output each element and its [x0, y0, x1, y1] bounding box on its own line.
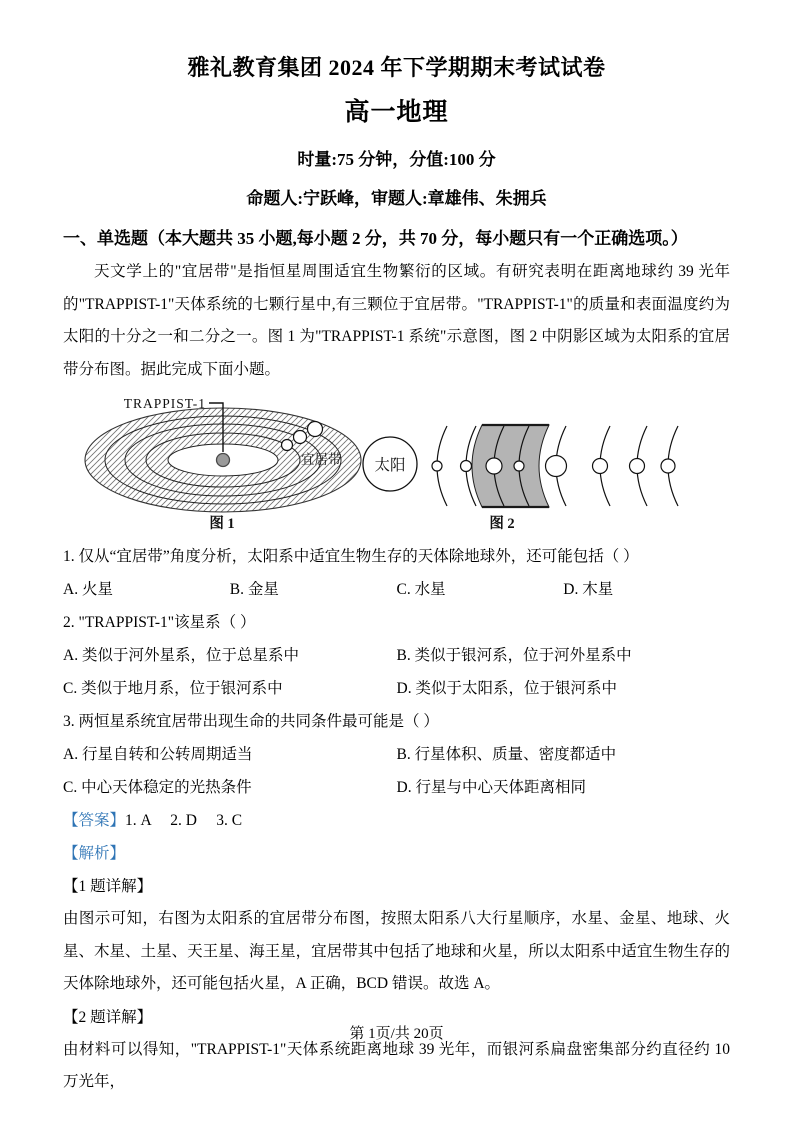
planet-jupiter [546, 456, 567, 477]
question-2-option-d: D. 类似于太阳系，位于银河系中 [396, 680, 617, 697]
question-2-option-a: A. 类似于河外星系，位于总星系中 [63, 647, 299, 664]
answer-line [63, 804, 730, 837]
fig1-habitable-zone-label: 宜居带 [301, 452, 342, 467]
detail-1-label: 【1 题详解】 [63, 878, 153, 895]
question-3-option-b: B. 行星体积、质量、密度都适中 [396, 746, 617, 763]
trappist1-star-dot [217, 454, 230, 467]
analysis-label: 【解析】 [63, 845, 126, 862]
question-3-option-a: A. 行星自转和公转周期适当 [63, 746, 253, 763]
question-1-option-c: C. 水星 [396, 581, 446, 598]
planet-venus [461, 461, 472, 472]
habitable-band-shade [472, 425, 549, 507]
question-1-options [63, 573, 730, 606]
fig1-planet-1 [282, 440, 293, 451]
trappist1-label: TRAPPIST-1 [123, 396, 206, 411]
question-3-option-d: D. 行星与中心天体距离相同 [396, 779, 586, 796]
fig1-planet-3 [308, 422, 323, 437]
page-subtitle: 高一地理 [344, 99, 449, 126]
page-title: 雅礼教育集团 2024 年下学期期末考试试卷 [187, 55, 606, 80]
question-1-option-a: A. 火星 [63, 581, 113, 598]
detail-2-label: 【2 题详解】 [63, 1008, 153, 1026]
planet-earth [486, 458, 502, 474]
question-3-option-c: C. 中心天体稳定的光热条件 [63, 779, 252, 796]
planet-mars [514, 461, 524, 471]
fig1-trappist-system [85, 396, 361, 532]
question-2 [63, 606, 730, 705]
question-1-option-b: B. 金星 [229, 581, 279, 598]
figure-block [63, 388, 730, 536]
sun-label: 太阳 [374, 457, 406, 474]
page-number: 第 1页/共 20页 [349, 1026, 444, 1042]
planet-neptune [661, 459, 675, 473]
exam-authors-line: 命题人:宁跃峰，审题人:章雄伟、朱拥兵 [246, 189, 547, 208]
fig2-caption: 图 2 [489, 516, 515, 532]
question-3 [63, 705, 730, 804]
question-2-stem: 2. "TRAPPIST-1"该星系（ ） [63, 614, 256, 631]
answer-label: 【答案】 [63, 812, 126, 829]
question-3-options [63, 738, 730, 804]
planet-uranus [630, 459, 645, 474]
fig2-solar-system [363, 425, 678, 532]
exam-meta-line: 时量:75 分钟，分值:100 分 [297, 150, 496, 169]
fig1-planet-2 [294, 431, 307, 444]
question-2-option-c: C. 类似于地月系，位于银河系中 [63, 680, 283, 697]
question-3-stem: 3. 两恒星系统宜居带出现生命的共同条件最可能是（ ） [63, 713, 439, 730]
planet-saturn [593, 459, 608, 474]
detail-1-text: 由图示可知，右图为太阳系的宜居带分布图，按照太阳系八大行星顺序，水星、金星、地球、火星、木星、土星、天王星、海王星，宜居带其中包括了地球和火星，所以太阳系中适宜生物生存的天体除地球外，还可能包括火星，A 正确，BCD 错误。故选 A。 [63, 910, 730, 992]
answer-values: 1. A 2. D 3. C [125, 812, 243, 829]
question-2-options [63, 639, 730, 705]
question-1-stem: 1. 仅从“宜居带”角度分析，太阳系中适宜生物生存的天体除地球外，还可能包括（ ） [63, 548, 639, 565]
analysis-label-line [63, 837, 730, 870]
section-heading: 一、单选题（本大题共 35 小题,每小题 2 分，共 70 分，每小题只有一个正确选项。） [63, 229, 688, 248]
question-1-option-d: D. 木星 [563, 581, 614, 598]
astronomy-figure [63, 388, 730, 536]
question-2-option-b: B. 类似于银河系，位于河外星系中 [396, 647, 632, 664]
question-1 [63, 540, 730, 606]
detail-2-text: 由材料可以得知，"TRAPPIST-1"天体系统距离地球 39 光年，而银河系扁盘密集部分约直径约 10 万光年， [63, 1040, 730, 1090]
intro-paragraph: 天文学上的"宜居带"是指恒星周围适宜生物繁衍的区域。有研究表明在距离地球约 39 光年的"TRAPPIST-1"天体系统的七颗行星中,有三颗位于宜居带。"TRAPPIST-1"的质量和表面温度约为太阳的十分之一和二分之一。图 1 为"TRAPPIST-1 系统"示意图，图 2 中阴影区域为太阳系的宜居带分布图。据此完成下面小题。 [63, 263, 730, 378]
planet-mercury [432, 461, 442, 471]
fig1-caption: 图 1 [209, 516, 235, 532]
